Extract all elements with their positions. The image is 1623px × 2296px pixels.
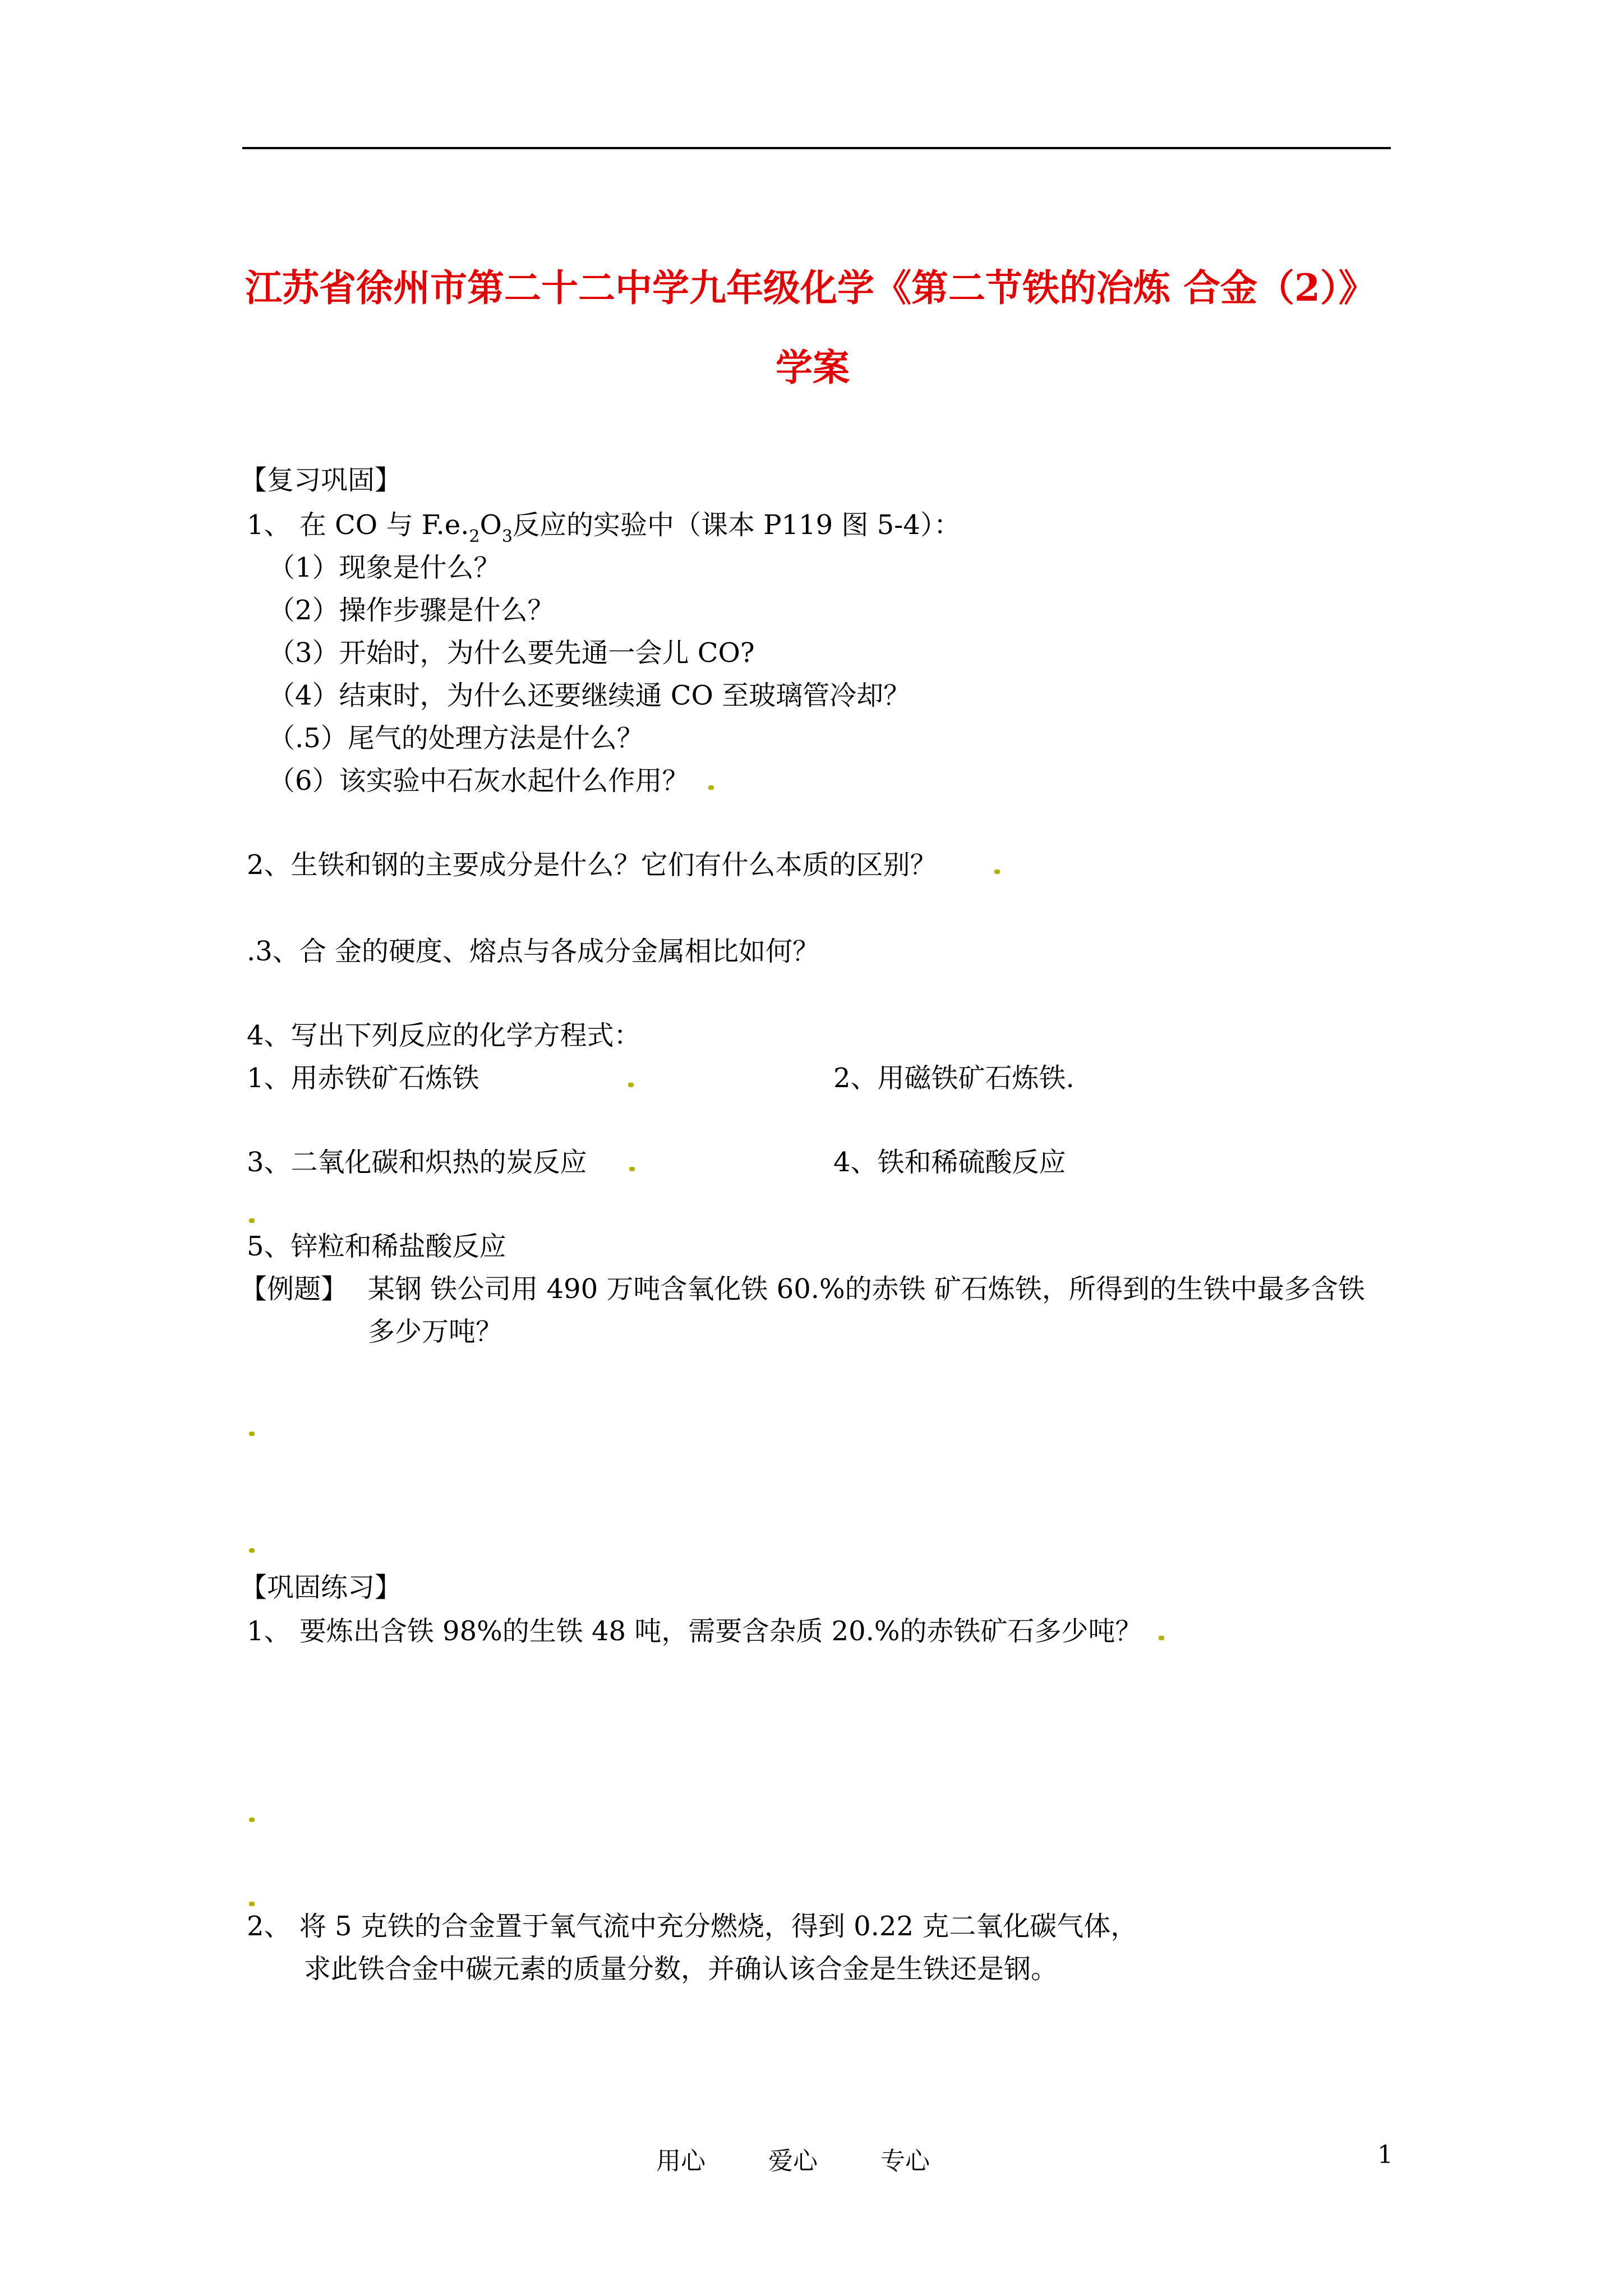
practice-heading: 【巩固练习】 bbox=[240, 1572, 402, 1603]
practice-question-1: 1、 要炼出含铁 98%的生铁 48 吨，需要含杂质 20.%的赤铁矿石多少吨？ bbox=[247, 1616, 1142, 1647]
scan-mark bbox=[249, 1432, 255, 1436]
scan-mark bbox=[1159, 1636, 1164, 1640]
footer-item-3: 专心 bbox=[880, 2147, 930, 2175]
footer-item-1: 用心 bbox=[656, 2147, 706, 2175]
document-title-line2: 学案 bbox=[776, 346, 850, 389]
example-text-line1: 某钢 铁公司用 490 万吨含氧化铁 60.%的赤铁 矿石炼铁，所得到的生铁中最多含铁 bbox=[368, 1273, 1365, 1305]
header-rule bbox=[242, 147, 1391, 149]
example-label: 【例题】 bbox=[240, 1273, 348, 1305]
practice-question-2-line2: 求此铁合金中碳元素的质量分数，并确认该合金是生铁还是钢。 bbox=[304, 1953, 1058, 1985]
reaction-4: 4、铁和稀硫酸反应 bbox=[833, 1147, 1066, 1178]
practice-question-2-line1: 2、 将 5 克铁的合金置于氧气流中充分燃烧，得到 0.22 克二氧化碳气体， bbox=[247, 1911, 1138, 1942]
scan-mark bbox=[994, 869, 1000, 874]
scan-mark bbox=[628, 1083, 634, 1087]
question-1-sub-5: （.5）尾气的处理方法是什么？ bbox=[268, 723, 644, 754]
scan-mark bbox=[249, 1218, 255, 1223]
document-title-line1: 江苏省徐州市第二十二中学九年级化学《第二节铁的冶炼 合金（2）》 bbox=[245, 266, 1376, 310]
review-heading: 【复习巩固】 bbox=[240, 464, 402, 496]
question-1-sub-1: （1）现象是什么？ bbox=[268, 552, 501, 583]
question-1: 1、 在 CO 与 $F.e._2O_3$反应的实验中（课本 P119 图 5-4）： bbox=[247, 509, 961, 546]
reaction-2: 2、用磁铁矿石炼铁. bbox=[833, 1062, 1075, 1094]
page-number: 1 bbox=[1377, 2141, 1393, 2169]
scan-mark bbox=[249, 1902, 255, 1906]
question-4: 4、写出下列反应的化学方程式： bbox=[247, 1020, 641, 1051]
scan-mark bbox=[249, 1818, 255, 1822]
question-3: .3、合 金的硬度、熔点与各成分金属相比如何？ bbox=[247, 936, 820, 967]
reaction-3: 3、二氧化碳和炽热的炭反应 bbox=[247, 1147, 587, 1178]
question-2: 2、生铁和钢的主要成分是什么？它们有什么本质的区别？ bbox=[247, 849, 937, 881]
scan-mark bbox=[629, 1167, 635, 1171]
example-text-line2: 多少万吨？ bbox=[368, 1316, 503, 1347]
footer-item-2: 爱心 bbox=[768, 2147, 818, 2175]
scan-mark bbox=[708, 785, 714, 790]
question-1-sub-2: （2）操作步骤是什么？ bbox=[268, 595, 555, 626]
reaction-5: 5、锌粒和稀盐酸反应 bbox=[247, 1231, 506, 1262]
scan-mark bbox=[249, 1548, 255, 1553]
question-1-sub-4: （4）结束时，为什么还要继续通 CO 至玻璃管冷却？ bbox=[268, 680, 911, 711]
question-1-sub-3: （3）开始时，为什么要先通一会儿 CO? bbox=[268, 637, 755, 669]
question-1-sub-6: （6）该实验中石灰水起什么作用？ bbox=[268, 765, 689, 797]
reaction-1: 1、用赤铁矿石炼铁 bbox=[247, 1062, 479, 1094]
